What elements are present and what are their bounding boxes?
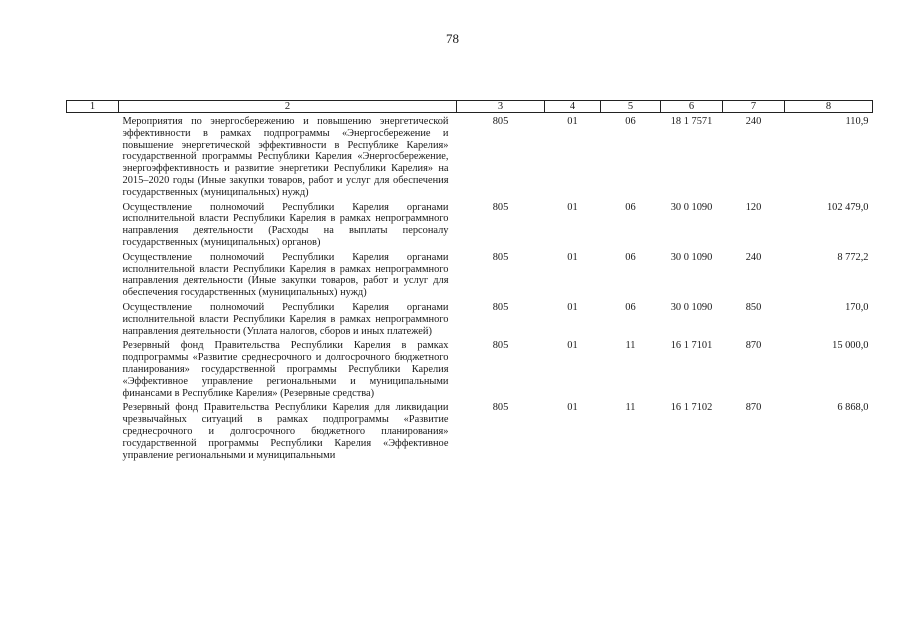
row-section-code: 01 xyxy=(567,116,578,127)
row-expense-type-code: 870 xyxy=(745,340,762,352)
table-row xyxy=(67,337,873,399)
row-amount: 6 868,0 xyxy=(837,402,869,414)
row-expense-type-code: 870 xyxy=(745,402,762,414)
row-target-code: 16 1 7102 xyxy=(670,402,713,414)
row-amount: 170,0 xyxy=(845,301,869,313)
header-col-1: 1 xyxy=(67,101,119,113)
row-amount: 110,9 xyxy=(845,116,869,127)
row-subsection-code: 06 xyxy=(625,301,636,313)
table-row xyxy=(67,299,873,337)
header-col-8: 8 xyxy=(785,101,873,113)
header-col-7: 7 xyxy=(723,101,785,113)
row-ministry-code: 805 xyxy=(492,402,509,414)
row-subsection-code: 11 xyxy=(625,340,636,352)
header-col-6: 6 xyxy=(661,101,723,113)
row-description: Резервный фонд Правительства Республики Карелия в рамках подпрограммы «Развитие среднесрочного и долгосрочного бюджетного планирования» государственной программы Республики Карелия «Эффективное управление региональными и муниципальными финансами в Республике Карелия» (Резервные средства) xyxy=(122,340,449,399)
row-ministry-code: 805 xyxy=(492,201,509,213)
row-subsection-code: 06 xyxy=(625,251,636,263)
row-description: Осуществление полномочий Республики Карелия органами исполнительной власти Республики Карелия в рамках непрограммного направления деятельности (Расходы на выплаты персоналу государственных (муниципальных) органов) xyxy=(122,201,449,248)
row-description: Резервный фонд Правительства Республики Карелия для ликвидации чрезвычайных ситуаций в рамках подпрограммы «Развитие среднесрочного и долгосрочного бюджетного планирования» государственной программы Республики Карелия «Эффективное управление региональными и муниципальными xyxy=(122,402,449,461)
row-expense-type-code: 850 xyxy=(745,301,762,313)
row-amount: 15 000,0 xyxy=(832,340,869,352)
row-section-code: 01 xyxy=(567,340,578,352)
row-ministry-code: 805 xyxy=(492,301,509,313)
row-amount: 102 479,0 xyxy=(826,201,869,213)
header-col-2: 2 xyxy=(119,101,457,113)
row-section-code: 01 xyxy=(567,201,578,213)
row-subsection-code: 11 xyxy=(625,402,636,414)
header-col-4: 4 xyxy=(545,101,601,113)
row-description: Осуществление полномочий Республики Карелия органами исполнительной власти Республики Карелия в рамках непрограммного направления деятельности (Уплата налогов, сборов и иных платежей) xyxy=(122,301,449,337)
row-subsection-code: 06 xyxy=(625,116,636,127)
row-description: Осуществление полномочий Республики Карелия органами исполнительной власти Республики Карелия в рамках непрограммного направления деятельности (Иные закупки товаров, работ и услуг для обеспечения государственных (муниципальных) нужд) xyxy=(122,251,449,299)
header-col-5: 5 xyxy=(601,101,661,113)
row-ministry-code: 805 xyxy=(492,251,509,263)
row-target-code: 18 1 7571 xyxy=(670,116,713,127)
header-col-3: 3 xyxy=(457,101,545,113)
row-target-code: 30 0 1090 xyxy=(670,201,713,213)
row-expense-type-code: 240 xyxy=(745,251,762,263)
row-section-code: 01 xyxy=(567,301,578,313)
page-number: 78 xyxy=(446,31,459,46)
row-ministry-code: 805 xyxy=(492,116,509,127)
table-row xyxy=(67,199,873,249)
row-target-code: 30 0 1090 xyxy=(670,251,713,263)
table-row xyxy=(67,113,873,199)
row-amount: 8 772,2 xyxy=(837,251,869,263)
row-expense-type-code: 240 xyxy=(745,116,762,127)
row-subsection-code: 06 xyxy=(625,201,636,213)
row-target-code: 16 1 7101 xyxy=(670,340,713,352)
row-expense-type-code: 120 xyxy=(745,201,762,213)
table-header-row xyxy=(67,101,873,113)
row-ministry-code: 805 xyxy=(492,340,509,352)
row-section-code: 01 xyxy=(567,402,578,414)
table-row xyxy=(67,399,873,461)
row-section-code: 01 xyxy=(567,251,578,263)
row-description: Мероприятия по энергосбережению и повышению энергетической эффективности в рамках подпрограммы «Энергосбережение и повышение энергетической эффективности в Республике Карелия» государственной программы Республики Карелия «Энергосбережение, энергоэффективность и развитие энергетики Республики Карелия» на 2015–2020 годы (Иные закупки товаров, работ и услуг для обеспечения государственных (муниципальных) нужд) xyxy=(122,116,449,198)
table-row xyxy=(67,249,873,299)
budget-table xyxy=(66,100,873,461)
row-target-code: 30 0 1090 xyxy=(670,301,713,313)
